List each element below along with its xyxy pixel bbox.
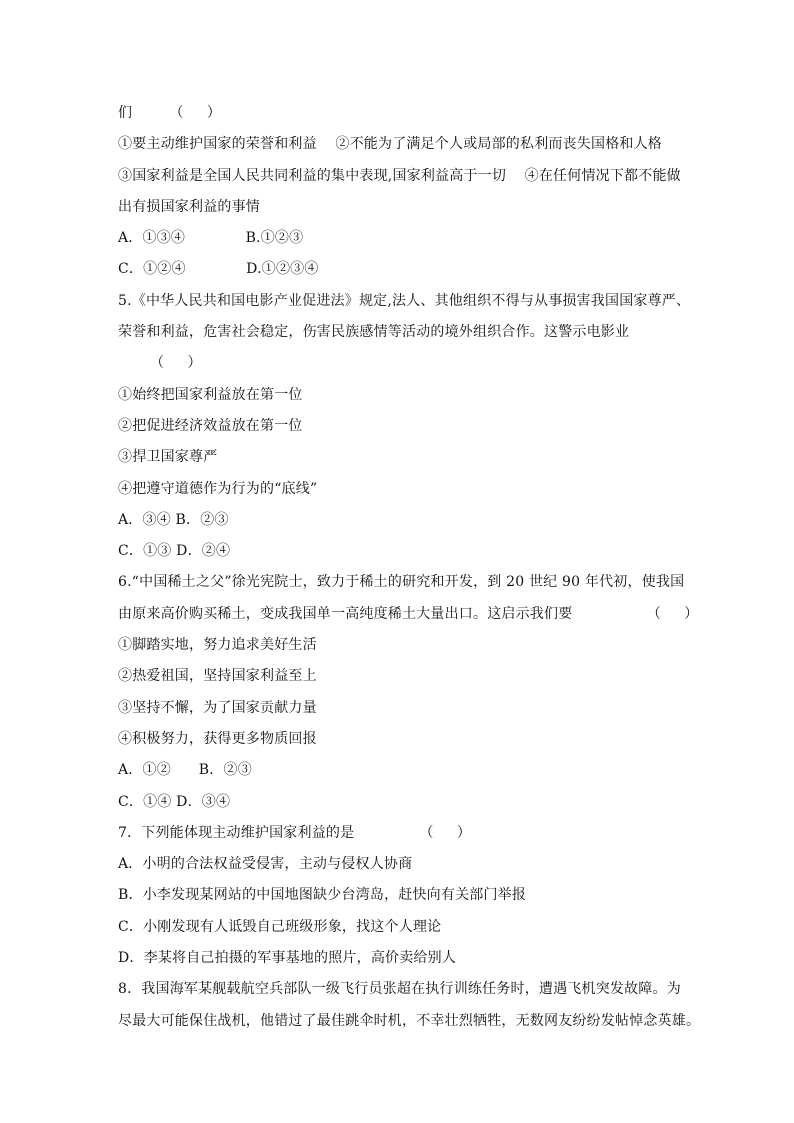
document-page <box>118 98 701 1037</box>
question-7-option-c: C．小刚发现有人诋毁自己班级形象，找这个人理论 <box>118 918 442 935</box>
statement-3-4: ③国家利益是全国人民共同利益的集中表现,国家利益高于一切 ④在任何情况下都不能做 <box>118 167 681 184</box>
question-6-statement-1: ①脚踏实地，努力追求美好生活 <box>118 637 317 654</box>
question-6-statement-3: ③坚持不懈，为了国家贡献力量 <box>118 699 317 716</box>
question-5-option-c-d: C．①③ D．②④ <box>118 543 231 560</box>
question-6-stem: 6.“中国稀土之父”徐光宪院士，致力于稀土的研究和开发，到 20 世纪 90 年代初，使我国 <box>118 574 685 591</box>
option-a-b: A．①③④ B.①②③ <box>118 230 304 247</box>
question-7-stem: 7．下列能体现主动维护国家利益的是 （ ） <box>118 824 472 841</box>
question-5-stem-continued: 荣誉和利益，危害社会稳定，伤害民族感情等活动的境外组织合作。这警示电影业 <box>118 324 630 341</box>
question-5-statement-3: ③捍卫国家尊严 <box>118 449 218 466</box>
question-7-option-d: D．李某将自己拍摄的军事基地的照片，高价卖给别人 <box>118 950 457 967</box>
question-4-stem-end: 们 （ ） <box>118 105 222 121</box>
statement-4-continued: 出有损国家利益的事情 <box>118 198 260 215</box>
question-5-statement-4: ④把遵守道德作为行为的“底线” <box>118 480 318 497</box>
statement-1-2: ①要主动维护国家的荣誉和利益 ②不能为了满足个人或局部的私利而丧失国格和人格 <box>118 136 662 153</box>
question-6-statement-4: ④积极努力，获得更多物质回报 <box>118 730 317 747</box>
question-5-statement-2: ②把促进经济效益放在第一位 <box>118 417 303 434</box>
option-c-d: C．①②④ D.①②③④ <box>118 261 319 278</box>
question-5-stem: 5.《中华人民共和国电影产业促进法》规定,法人、其他组织不得与从事损害我国国家尊严、 <box>118 292 691 309</box>
question-8-stem: 8．我国海军某舰载航空兵部队一级飞行员张超在执行训练任务时，遭遇飞机突发故障。为 <box>118 981 681 998</box>
question-5-statement-1: ①始终把国家利益放在第一位 <box>118 386 303 403</box>
question-6-stem-continued: 由原来高价购买稀土，变成我国单一高纯度稀土大量出口。这启示我们要 （ ） <box>118 605 699 622</box>
question-6-option-a-b: A．①② B．②③ <box>118 762 252 779</box>
question-5-answer-bracket: （ ） <box>150 355 202 372</box>
question-7-option-a: A．小明的合法权益受侵害，主动与侵权人协商 <box>118 856 413 873</box>
question-7-option-b: B．小李发现某网站的中国地图缺少台湾岛，赶快向有关部门举报 <box>118 887 527 904</box>
question-6-statement-2: ②热爱祖国，坚持国家利益至上 <box>118 668 317 685</box>
question-6-option-c-d: C．①④ D．③④ <box>118 793 231 810</box>
question-5-option-a-b: A．③④ B．②③ <box>118 511 229 528</box>
question-8-stem-continued: 尽最大可能保住战机，他错过了最佳跳伞时机，不幸壮烈牺牲，无数网友纷纷发帖悼念英雄。 <box>118 1012 701 1029</box>
